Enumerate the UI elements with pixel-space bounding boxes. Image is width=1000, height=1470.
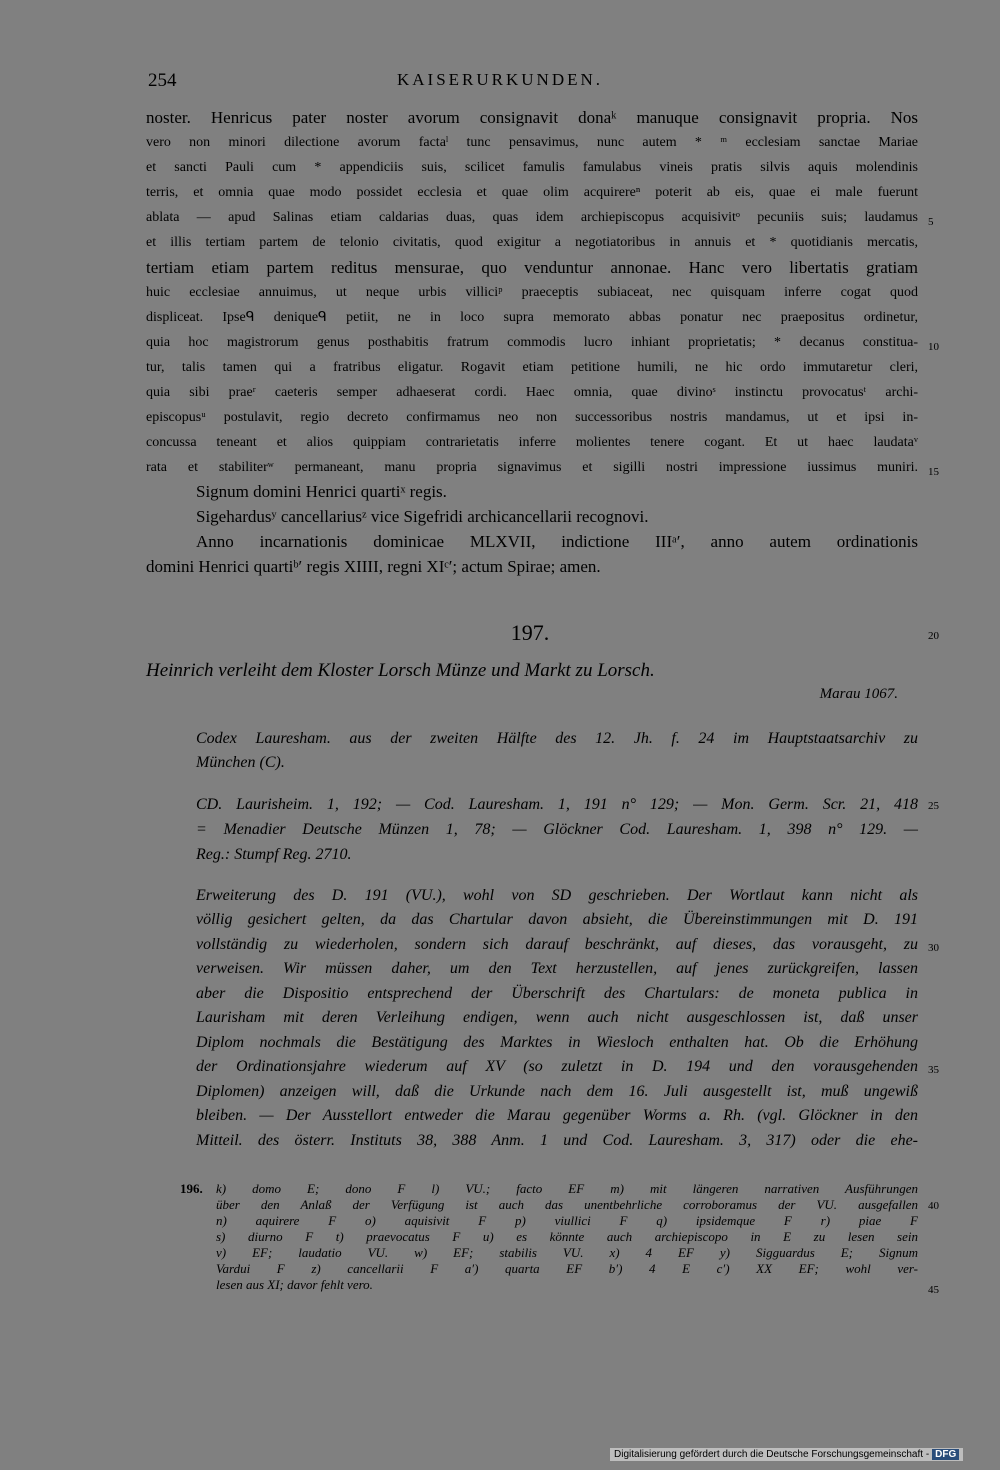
- commentary-line: Erweiterung des D. 191 (VU.), wohl von SD geschrieben. Der Wortlaut kann nicht als: [196, 887, 918, 904]
- footnote-label: 196.: [180, 1181, 203, 1196]
- text-line: displiceat. Ipseᑫ deniqueᑫ petiit, ne in loco supra memorato abbas ponatur nec praepositus ordinetur,: [146, 310, 918, 325]
- footnote-line: Vardui F z) cancellarii F a′) quarta EF b′) 4 E c′) XX EF; wohl ver-: [216, 1261, 918, 1276]
- document-number: 197.: [510, 620, 550, 645]
- text-line: tur, talis tamen qui a fratribus eligatur. Rogavit etiam petitione humili, ne hic ordo immutaretur cleri,: [146, 360, 918, 375]
- line-number: 10: [928, 341, 939, 353]
- source-line: München (C).: [196, 754, 285, 771]
- line-number: 30: [928, 942, 939, 954]
- footnote-line: v) EF; laudatio VU. w) EF; stabilis VU. x) 4 EF y) Sigguardus E; Signum: [216, 1245, 918, 1260]
- text-line: terris, et omnia quae modo possidet ecclesia et quae olim acquirereⁿ poterit ab eis, quae ei male fuerunt: [146, 185, 918, 200]
- dfg-notice: [610, 1448, 963, 1461]
- commentary-line: Laurisham mit deren Verleihung endigen, wenn auch nicht ausgeschlossen ist, daß unser: [196, 1009, 918, 1026]
- commentary-line: der Ordinationsjahre wiederum auf XV (so zuletzt in D. 194 und den vorausgehenden: [196, 1058, 918, 1075]
- commentary-line: völlig gesichert gelten, da das Chartular davon absieht, die Übereinstimmungen mit D. 191: [196, 911, 918, 928]
- text-line: quia sibi praeʳ caeteris semper adhaeserat cordi. Haec omnia, quae divinoˢ instinctu provocatusᵗ archi-: [146, 385, 918, 400]
- text-line: et sancti Pauli cum * appendiciis suis, scilicet famulis famulabus vineis pratis silvis aquis molendinis: [146, 160, 918, 175]
- text-line: quia hoc magistrorum genus posthabitis fratrum commodis lucro inhiant proprietatis; * decanus constitua-: [146, 335, 918, 350]
- signum-line: Anno incarnationis dominicae MLXVII, indictione IIIᵃ′, anno autem ordinationis: [196, 532, 918, 551]
- page-number: 254: [148, 70, 177, 91]
- text-line: noster. Henricus pater noster avorum consignavit donaᵏ manuque consignavit propria. Nos: [146, 108, 918, 127]
- commentary-line: aber die Dispositio entsprechend der Überschrift des Chartulars: de moneta publica in: [196, 985, 918, 1002]
- text-line: rata et stabiliterʷ permaneant, manu propria signavimus et sigilli nostri impressione iussimus muniri.: [146, 460, 918, 475]
- line-number: 45: [928, 1284, 939, 1296]
- footnote-line: k) domo E; dono F l) VU.; facto EF m) mit längeren narrativen Ausführungen: [216, 1181, 918, 1196]
- dfg-logo: DFG: [932, 1449, 959, 1460]
- signum-line: Signum domini Henrici quartiˣ regis.: [196, 482, 447, 501]
- text-line: et illis tertiam partem de telonio civitatis, quod exigitur a negotiatoribus in annuis et * quotidianis mercatis,: [146, 235, 918, 250]
- signum-line: domini Henrici quartiᵇ′ regis XIIII, regni XIᶜ′; actum Spirae; amen.: [146, 557, 601, 576]
- line-number: 5: [928, 216, 934, 228]
- text-line: episcopusᵘ postulavit, regio decreto confirmamus neo non successoribus nostris mandamus, ut et ipsi in-: [146, 410, 918, 425]
- running-title: KAISERURKUNDEN.: [396, 70, 604, 89]
- commentary-line: Mitteil. des österr. Instituts 38, 388 Anm. 1 und Cod. Lauresham. 3, 317) oder die ehe-: [196, 1132, 918, 1149]
- commentary-line: Diplomen) anzeigen will, daß die Urkunde nach dem 16. Juli ausgestellt ist, muß ungewiß: [196, 1083, 918, 1100]
- commentary-line: Diplom nochmals die Bestätigung des Marktes in Wiesloch enthalten hat. Ob die Erhöhung: [196, 1034, 918, 1051]
- footnote-line: n) aquirere F o) aquisivit F p) viullici F q) ipsidemque F r) piae F: [216, 1213, 918, 1228]
- source-line: = Menadier Deutsche Münzen 1, 78; — Glöckner Cod. Lauresham. 1, 398 n° 129. —: [196, 821, 918, 838]
- text-line: tertiam etiam partem reditus mensurae, quo venduntur annonae. Hanc vero libertatis gratiam: [146, 258, 918, 277]
- line-number: 25: [928, 800, 939, 812]
- source-line: Reg.: Stumpf Reg. 2710.: [196, 846, 352, 863]
- text-line: huic ecclesiae annuimus, ut neque urbis villiciᵖ praeceptis subiaceat, nec quisquam inferre cogat quod: [146, 285, 918, 300]
- commentary-line: vollständig zu wiederholen, sondern sich darauf beschränkt, auf dieses, das vorausgeht, zu: [196, 936, 918, 953]
- line-number: 40: [928, 1200, 939, 1212]
- signum-line: Sigehardusʸ cancellariusᶻ vice Sigefridi archicancellarii recognovi.: [196, 507, 649, 526]
- dfg-notice-text: Digitalisierung gefördert durch die Deutsche Forschungsgemeinschaft -: [614, 1449, 930, 1460]
- line-number: 20: [928, 630, 939, 642]
- text-line: concussa teneant et alios quippiam contrarietatis inferre molientes tenere cogant. Et ut haec laudataᵛ: [146, 435, 918, 450]
- source-line: Codex Lauresham. aus der zweiten Hälfte des 12. Jh. f. 24 im Hauptstaatsarchiv zu: [196, 730, 918, 747]
- line-number: 15: [928, 466, 939, 478]
- source-line: CD. Laurisheim. 1, 192; — Cod. Lauresham. 1, 191 n° 129; — Mon. Germ. Scr. 21, 418: [196, 796, 918, 813]
- text-line: vero non minori dilectione avorum factaˡ tunc pensavimus, nunc autem * ᵐ ecclesiam sanctae Mariae: [146, 135, 918, 150]
- regest-heading: Heinrich verleiht dem Kloster Lorsch Münze und Markt zu Lorsch.: [146, 660, 655, 681]
- line-number: 35: [928, 1064, 939, 1076]
- commentary-line: verweisen. Wir müssen daher, um den Text herzustellen, auf jenes zurückgreifen, lassen: [196, 960, 918, 977]
- place-date: Marau 1067.: [819, 686, 898, 702]
- footnote-line: lesen aus XI; davor fehlt vero.: [216, 1277, 373, 1292]
- footnote-line: s) diurno F t) praevocatus F u) es könnte auch archiepiscopo in E zu lesen sein: [216, 1229, 918, 1244]
- text-line: ablata — apud Salinas etiam caldarias duas, quas idem archiepiscopus acquisivitᵒ pecuniis suis; laudamus: [146, 210, 918, 225]
- commentary-line: bleiben. — Der Ausstellort entweder die Marau gegenüber Worms a. Rh. (vgl. Glöckner in den: [196, 1107, 918, 1124]
- footnote-line: über den Anlaß der Verfügung ist auch das unentbehrliche corroboramus der VU. ausgefallen: [216, 1197, 918, 1212]
